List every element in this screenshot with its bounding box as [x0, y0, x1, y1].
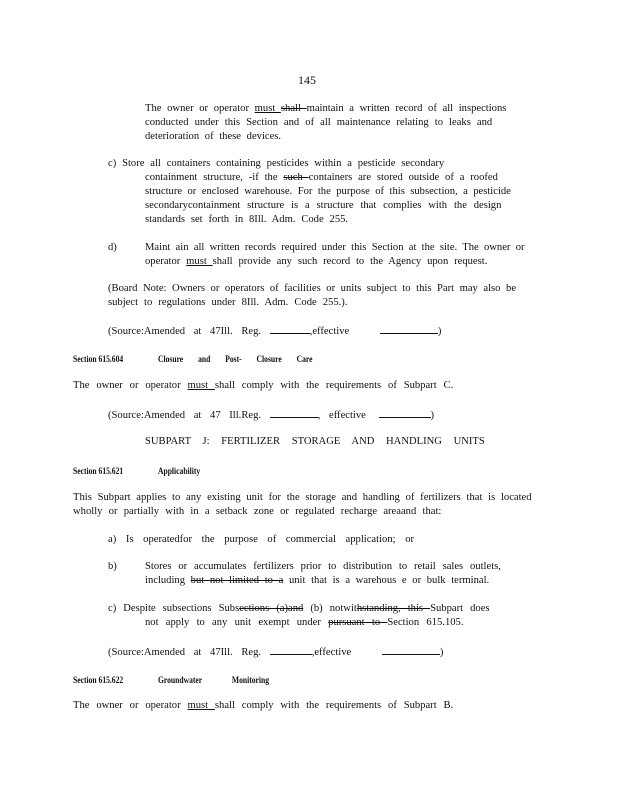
item-c-subpart-line-2 — [145, 617, 463, 629]
item-c-line-4: secondarycontainment structure is a structure that complies with the design — [145, 200, 502, 211]
text: (b) notwit — [303, 603, 357, 614]
deleted-text: ections (a)and — [239, 603, 304, 614]
section-621-intro-line-2: wholly or partially with in a setback zone or regulated recharge areaand that: — [73, 506, 442, 517]
inserted-text: must — [186, 256, 213, 267]
item-c-line-2 — [145, 172, 498, 184]
text: The owner or operator — [73, 380, 188, 391]
item-d-line-2 — [145, 256, 487, 268]
date-blank — [270, 324, 310, 334]
inspection-paragraph-line-2: conducted under this Section and of all maintenance relating to leaks and — [145, 117, 493, 128]
text: containment structure, -if the — [145, 172, 284, 183]
source-note-3 — [108, 645, 443, 659]
text: (Source:Amended at 47Ill. Reg. — [108, 326, 262, 337]
date-blank — [270, 408, 318, 418]
item-c-subpart-line-1 — [108, 603, 490, 615]
text: shall provide any such record to the Agency upon request. — [212, 256, 488, 267]
page-number: 145 — [298, 73, 316, 87]
date-blank — [379, 408, 431, 418]
inspection-paragraph-line-3: deterioration of these devices. — [145, 131, 282, 142]
text: (Source:Amended at 47Ill. Reg. — [108, 647, 262, 658]
deleted-text: shall — [280, 103, 307, 114]
item-d-line-1: Maint ain all written records required under this Section at the site. The owner or — [145, 242, 525, 253]
item-b-line-1: Stores or accumulates fertilizers prior to distribution to retail sales outlets, — [145, 561, 501, 572]
text: Subpart does — [430, 603, 490, 614]
item-b-label: b) — [108, 561, 117, 572]
text: including — [145, 575, 191, 586]
item-a: a) Is operatedfor the purpose of commercial application; or — [108, 534, 415, 545]
section-604-text — [73, 380, 453, 392]
source-note-2 — [108, 408, 434, 422]
text: The owner or operator — [145, 103, 255, 114]
deleted-text: but not limited to a — [190, 575, 284, 586]
text: shall comply with the requirements of Subpart C. — [214, 380, 454, 391]
section-622-text — [73, 700, 453, 712]
item-c-line-1: c) Store all containers containing pesticides within a pesticide secondary — [108, 158, 445, 169]
section-604-number: Section 615.604 — [73, 353, 124, 365]
text: not apply to any unit exempt under — [145, 617, 329, 628]
item-c-line-5: standards set forth in 8Ill. Adm. Code 255. — [145, 214, 349, 225]
inspection-paragraph-line-1 — [145, 103, 506, 115]
text: containers are stored outside of a roofed — [308, 172, 498, 183]
text: shall comply with the requirements of Subpart B. — [214, 700, 454, 711]
inserted-text: must — [187, 380, 215, 391]
text: unit that is a warehous e or bulk terminal. — [283, 575, 490, 586]
text: ) — [439, 647, 444, 658]
text: maintain a written record of all inspections — [306, 103, 507, 114]
deleted-text: such — [283, 172, 309, 183]
board-note-line-2: subject to regulations under 8Ill. Adm. Code 255.). — [108, 297, 348, 308]
section-621-title: Applicability — [158, 465, 201, 477]
section-604-title: Closure and Post- Closure Care — [158, 353, 313, 365]
inserted-text: must — [254, 103, 281, 114]
section-622-number: Section 615.622 — [73, 674, 124, 686]
text: ) — [430, 410, 435, 421]
text: operator — [145, 256, 187, 267]
deleted-text: hstanding, this — [356, 603, 431, 614]
text: ,effective — [309, 326, 350, 337]
text: c) Despite subsections Subs — [108, 603, 240, 614]
source-note-1 — [108, 324, 441, 338]
text: , effective — [317, 410, 366, 421]
item-b-line-2 — [145, 575, 489, 587]
inserted-text: must — [187, 700, 215, 711]
deleted-text: pursuant to — [328, 617, 388, 628]
date-blank — [270, 645, 312, 655]
section-621-number: Section 615.621 — [73, 465, 124, 477]
section-622-title: Groundwater Monitoring — [158, 674, 270, 686]
text: The owner or operator — [73, 700, 188, 711]
date-blank — [382, 645, 440, 655]
section-621-intro-line-1: This Subpart applies to any existing unit for the storage and handling of fertilizers that is located — [73, 492, 532, 503]
board-note-line-1: (Board Note: Owners or operators of facilities or units subject to this Part may also be — [108, 283, 517, 294]
text: ,effective — [311, 647, 352, 658]
text: (Source:Amended at 47 Ill.Reg. — [108, 410, 262, 421]
text: ) — [437, 326, 442, 337]
subpart-heading: SUBPART J: FERTILIZER STORAGE AND HANDLING UNITS — [145, 436, 485, 447]
text: Section 615.105. — [387, 617, 464, 628]
date-blank — [380, 324, 438, 334]
item-c-line-3: structure or enclosed warehouse. For the purpose of this subsection, a pesticide — [145, 186, 511, 197]
item-d-label: d) — [108, 242, 117, 253]
